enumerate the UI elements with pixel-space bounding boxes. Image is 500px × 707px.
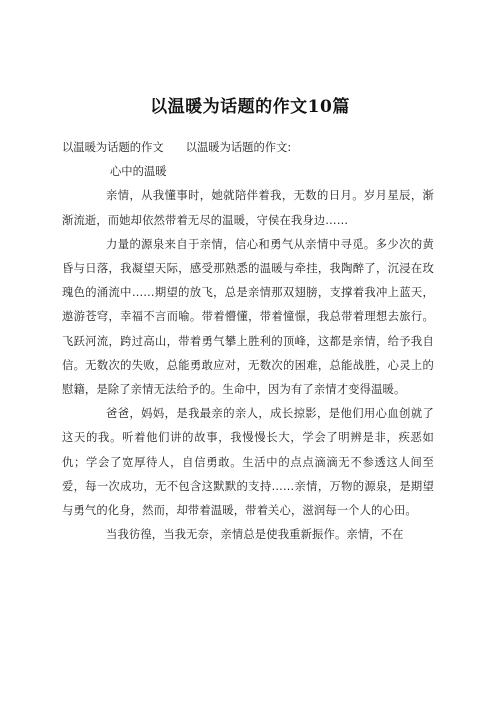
paragraph: 亲情，从我懂事时，她就陪伴着我，无数的日月。岁月星辰，渐渐流逝，而她却依然带着无尽的温暖，守侯在我身边…… [62,189,434,227]
paragraph: 当我彷徨，当我无奈，亲情总是使我重新振作。亲情，不在 [106,528,404,542]
intro-line [62,136,434,160]
document-title: 以温暖为话题的作文10篇 [150,97,350,117]
document-body [62,136,434,547]
section-heading: 心中的温暖 [110,165,167,179]
paragraph: 爸爸，妈妈，是我最亲的亲人，成长掠影，是他们用心血创就了这天的我。听着他们讲的故事，我慢慢长大，学会了明辨是非，疾恶如仇；学会了宽厚待人，自信勇敢。生活中的点点滴滴无不参透这人间至爱，每一次成功，无不包含这默默的支持……亲情，万物的源泉，是期望与勇气的化身，然而，却带着温暖，带着关心，滋润每一个人的心田。 [62,407,434,518]
intro-left-text: 以温暖为话题的作文 [62,141,164,154]
intro-right-text: 以温暖为话题的作文: [185,141,292,154]
paragraph: 力量的源泉来自于亲情，信心和勇气从亲情中寻觅。多少次的黄昏与日落，我凝望天际，感受那熟悉的温暖与牵挂，我陶醉了，沉浸在玫瑰色的涌流中……期望的放飞，总是亲情那双翅膀，支撑着我冲上蓝天，遨游苍穹，幸福不言而喻。带着懵懂，带着憧憬，我总带着理想去旅行。飞跃河流，跨过高山，带着勇气攀上胜利的顶峰，这都是亲情，给予我自信。无数次的失败，总能勇敢应对，无数次的困难，总能战胜，心灵上的慰籍，是除了亲情无法给予的。生命中，因为有了亲情才变得温暖。 [62,237,434,397]
